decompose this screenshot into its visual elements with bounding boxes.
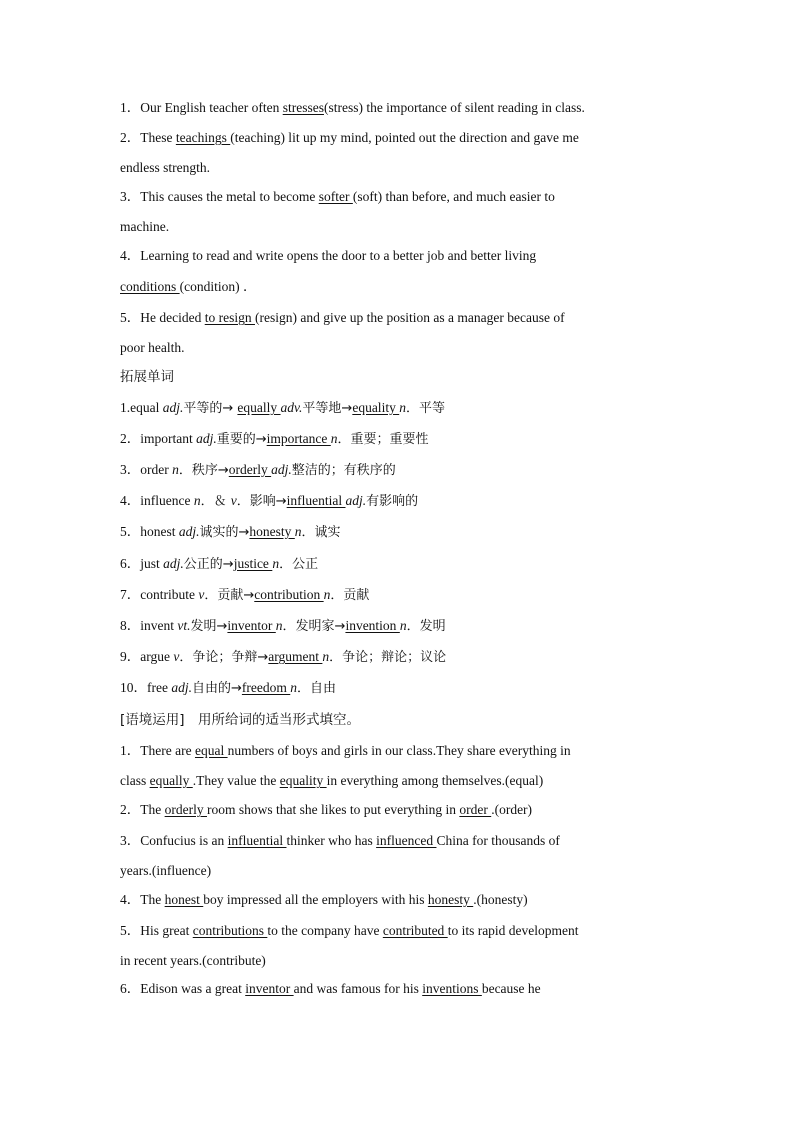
exercise-sentence-1-cont: class equally .They value the equality in everything among themselves.(equal) bbox=[120, 773, 544, 788]
exercise-sentence-5-cont: in recent years.(contribute) bbox=[120, 953, 266, 968]
word-item: 9．argue v．争论；争辩→argument n．争论；辩论；议论 bbox=[120, 649, 447, 665]
answer-blank: contribution bbox=[254, 587, 324, 602]
answer-blank: contributed bbox=[382, 923, 448, 938]
word-item: 1.equal adj.平等的→ equally adv.平等地→equality n．平等 bbox=[120, 400, 445, 416]
answer-blank: equality bbox=[352, 400, 400, 415]
exercise-sentence-4: 4．The honest boy impressed all the employers with his honesty .(honesty) bbox=[120, 892, 528, 907]
answer-blank: influential bbox=[227, 833, 287, 848]
answer-blank: orderly bbox=[164, 802, 207, 817]
sentence-5-cont: poor health. bbox=[120, 340, 185, 355]
word-item: 3．order n．秩序→orderly adj.整洁的；有秩序的 bbox=[120, 462, 396, 478]
word-item: 6．just adj.公正的→justice n．公正 bbox=[120, 556, 319, 572]
answer-blank: argument bbox=[268, 649, 323, 664]
answer-blank: contributions bbox=[192, 923, 268, 938]
answer-blank: equally bbox=[237, 400, 281, 415]
sentence-2-cont: endless strength. bbox=[120, 160, 210, 175]
word-item: 10．free adj.自由的→freedom n．自由 bbox=[120, 680, 337, 696]
sentence-5: 5．He decided to resign (resign) and give up the position as a manager because of bbox=[120, 310, 565, 325]
answer-blank: teachings bbox=[175, 130, 231, 145]
answer-blank: stresses bbox=[282, 100, 324, 115]
answer-blank: justice bbox=[233, 556, 273, 571]
sentence-2: 2．These teachings (teaching) lit up my mind, pointed out the direction and gave me bbox=[120, 130, 579, 145]
sentence-3: 3．This causes the metal to become softer (soft) than before, and much easier to bbox=[120, 189, 555, 204]
exercise-sentence-6: 6．Edison was a great inventor and was famous for his inventions because he bbox=[120, 981, 541, 996]
answer-blank: honest bbox=[164, 892, 204, 907]
sentence-4-cont: conditions (condition) ． bbox=[120, 279, 257, 294]
answer-blank: equally bbox=[149, 773, 193, 788]
answer-blank: honesty bbox=[249, 524, 295, 539]
sentence-4: 4．Learning to read and write opens the door to a better job and better living bbox=[120, 248, 537, 263]
answer-blank: influenced bbox=[376, 833, 437, 848]
answer-blank: equal bbox=[194, 743, 228, 758]
answer-blank: softer bbox=[318, 189, 353, 204]
answer-blank: orderly bbox=[228, 462, 272, 477]
sentence-1: 1．Our English teacher often stresses(stress) the importance of silent reading in class. bbox=[120, 100, 585, 115]
answer-blank: conditions bbox=[120, 279, 180, 294]
answer-blank: importance bbox=[266, 431, 331, 446]
answer-blank: honesty bbox=[427, 892, 474, 907]
section-heading-context-use: [语境运用] 用所给词的适当形式填空。 bbox=[120, 712, 361, 728]
word-item: 5．honest adj.诚实的→honesty n．诚实 bbox=[120, 524, 341, 540]
exercise-sentence-3: 3．Confucius is an influential thinker who has influenced China for thousands of bbox=[120, 833, 560, 848]
answer-blank: freedom bbox=[241, 680, 291, 695]
answer-blank: influential bbox=[286, 493, 346, 508]
word-item: 4．influence n．＆ v．影响→influential adj.有影响的 bbox=[120, 493, 419, 509]
exercise-sentence-2: 2．The orderly room shows that she likes to put everything in order .(order) bbox=[120, 802, 533, 817]
exercise-sentence-1: 1．There are equal numbers of boys and girls in our class.They share everything in bbox=[120, 743, 571, 758]
word-item: 8．invent vt.发明→inventor n．发明家→invention n．发明 bbox=[120, 618, 446, 634]
section-heading-extended-words: 拓展单词 bbox=[120, 369, 174, 385]
sentence-3-cont: machine. bbox=[120, 219, 170, 234]
answer-blank: invention bbox=[345, 618, 400, 633]
answer-blank: order bbox=[459, 802, 492, 817]
exercise-sentence-5: 5．His great contributions to the company have contributed to its rapid development bbox=[120, 923, 579, 938]
answer-blank: equality bbox=[279, 773, 327, 788]
exercise-sentence-3-cont: years.(influence) bbox=[120, 863, 212, 878]
answer-blank: inventor bbox=[245, 981, 294, 996]
word-item: 2．important adj.重要的→importance n．重要；重要性 bbox=[120, 431, 429, 447]
answer-blank: inventor bbox=[227, 618, 276, 633]
word-item: 7．contribute v．贡献→contribution n．贡献 bbox=[120, 587, 370, 603]
answer-blank: to resign bbox=[204, 310, 255, 325]
answer-blank: inventions bbox=[422, 981, 482, 996]
